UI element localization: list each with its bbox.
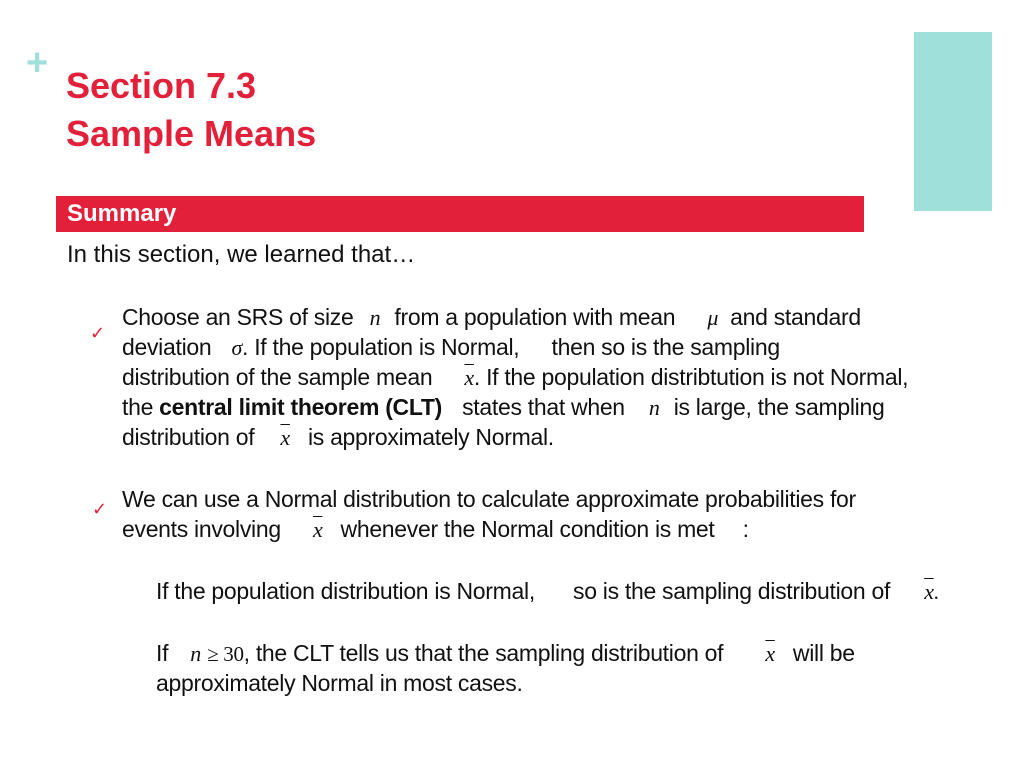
bullet2-line1: We can use a Normal distribution to calculate approximate probabilities for	[122, 486, 856, 512]
section-subtitle: Sample Means	[66, 113, 317, 154]
x-bar-symbol: $\overline{x}$	[924, 579, 934, 604]
summary-banner: Summary	[56, 196, 864, 232]
bullet1-line2: deviation σ. If the population is Normal, then so is the sampling	[122, 334, 780, 360]
x-bar-symbol: $\overline{x}$	[280, 425, 290, 450]
decorative-teal-bar	[914, 32, 992, 211]
condition-large-sample: If n ≥ 30, the CLT tells us that the sampling distribution of $\overline{x}$ will be	[156, 638, 855, 669]
bullet1-line3: distribution of the sample mean $\overline{x}$. If the population distribtution is not Normal,	[122, 362, 908, 393]
intro-text: In this section, we learned that…	[67, 241, 416, 268]
bullet2-line2: events involving $\overline{x}$ whenever the Normal condition is met :	[122, 514, 749, 545]
bullet1-line1: Choose an SRS of size n from a population with mean μ and standard	[122, 304, 861, 330]
clt-term: central limit theorem (CLT)	[159, 394, 443, 420]
check-icon: ✓	[92, 499, 108, 519]
condition-large-sample-line2: approximately Normal in most cases.	[156, 670, 523, 696]
x-bar-symbol: $\overline{x}$	[464, 365, 474, 390]
bullet1-line4: the central limit theorem (CLT) states that when n is large, the sampling	[122, 394, 885, 420]
section-title: Section 7.3	[66, 65, 257, 106]
x-bar-symbol: $\overline{x}$	[312, 517, 323, 542]
condition-normal-population: If the population distribution is Normal, so is the sampling distribution of $\overline{x}$.	[156, 576, 939, 607]
x-bar-symbol: $\overline{x}$	[765, 641, 775, 666]
plus-icon: +	[26, 42, 49, 84]
check-icon: ✓	[90, 323, 106, 343]
bullet1-line5: distribution of $\overline{x}$ is approximately Normal.	[122, 422, 554, 453]
